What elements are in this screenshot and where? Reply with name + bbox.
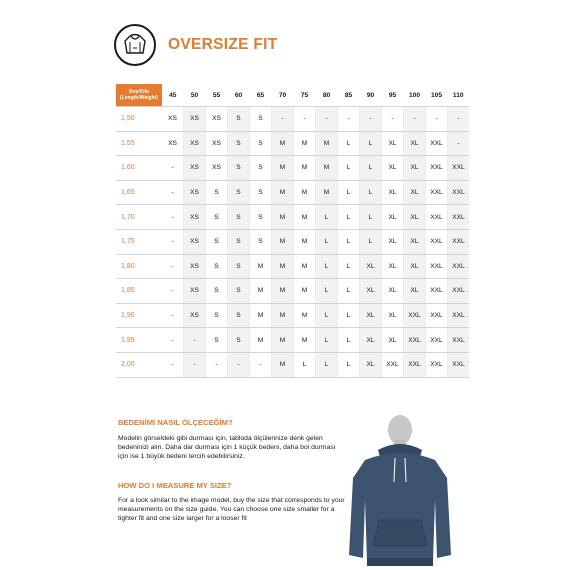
size-cell: -	[448, 107, 470, 132]
size-cell: M	[294, 328, 316, 353]
size-cell: XL	[360, 279, 382, 304]
size-cell: -	[162, 180, 184, 205]
weight-header-65: 65	[250, 84, 272, 107]
size-cell: L	[294, 352, 316, 377]
size-cell: XL	[404, 180, 426, 205]
size-cell: L	[316, 229, 338, 254]
size-cell: -	[162, 303, 184, 328]
size-cell: M	[272, 180, 294, 205]
model-pocket	[373, 520, 427, 546]
size-cell: XS	[184, 303, 206, 328]
size-cell: -	[162, 328, 184, 353]
size-cell: -	[184, 352, 206, 377]
size-cell: L	[360, 205, 382, 230]
size-cell: XXL	[426, 180, 448, 205]
size-cell: -	[426, 107, 448, 132]
hoodie-icon	[114, 24, 156, 66]
table-row	[116, 352, 469, 377]
size-cell: S	[250, 107, 272, 132]
size-cell: -	[228, 352, 250, 377]
weight-header-95: 95	[382, 84, 404, 107]
size-cell: XXL	[426, 156, 448, 181]
measure-text-en: For a look similar to the image model, buy the size that corresponds to your measurements on the size guide. You can choose one size smaller for a tighter fit and one size larger for a looser fit	[118, 497, 345, 523]
size-cell: -	[162, 279, 184, 304]
size-cell: -	[162, 352, 184, 377]
size-cell: M	[272, 303, 294, 328]
size-cell: XS	[184, 254, 206, 279]
weight-header-105: 105	[426, 84, 448, 107]
size-cell: -	[382, 107, 404, 132]
size-cell: S	[228, 254, 250, 279]
size-cell: S	[228, 303, 250, 328]
size-cell: M	[294, 156, 316, 181]
weight-header-80: 80	[316, 84, 338, 107]
size-cell: S	[250, 156, 272, 181]
size-cell: -	[272, 107, 294, 132]
size-cell: -	[338, 107, 360, 132]
weight-header-50: 50	[184, 84, 206, 107]
size-cell: S	[206, 180, 228, 205]
size-cell: M	[250, 303, 272, 328]
length-label: 1,65	[116, 180, 162, 205]
size-cell: XS	[206, 131, 228, 156]
length-label: 1,85	[116, 279, 162, 304]
corner-label-en: (Length/Weight)	[120, 95, 158, 101]
size-cell: M	[272, 229, 294, 254]
table-row	[116, 156, 469, 181]
size-cell: L	[360, 156, 382, 181]
size-cell: L	[338, 205, 360, 230]
length-label: 1,60	[116, 156, 162, 181]
size-cell: L	[338, 229, 360, 254]
size-cell: L	[338, 328, 360, 353]
size-cell: XXL	[448, 352, 470, 377]
size-cell: -	[448, 131, 470, 156]
size-cell: -	[162, 229, 184, 254]
length-label: 1,90	[116, 303, 162, 328]
size-cell: L	[338, 303, 360, 328]
weight-header-110: 110	[448, 84, 470, 107]
length-label: 1,50	[116, 107, 162, 132]
size-cell: M	[250, 279, 272, 304]
size-cell: S	[206, 279, 228, 304]
size-cell: -	[250, 352, 272, 377]
size-cell: XL	[404, 205, 426, 230]
size-cell: M	[316, 156, 338, 181]
size-cell: XXL	[426, 279, 448, 304]
size-cell: M	[294, 229, 316, 254]
size-cell: XL	[360, 303, 382, 328]
size-cell: XL	[360, 254, 382, 279]
size-cell: S	[228, 180, 250, 205]
weight-header-45: 45	[162, 84, 184, 107]
size-cell: XS	[184, 229, 206, 254]
size-cell: L	[316, 254, 338, 279]
size-cell: S	[228, 229, 250, 254]
size-cell: S	[206, 254, 228, 279]
size-cell: XS	[184, 205, 206, 230]
size-cell: M	[316, 180, 338, 205]
size-cell: M	[294, 131, 316, 156]
length-label: 1,70	[116, 205, 162, 230]
size-cell: M	[272, 328, 294, 353]
size-cell: S	[228, 279, 250, 304]
size-cell: M	[272, 352, 294, 377]
size-cell: XL	[382, 229, 404, 254]
size-cell: XL	[382, 131, 404, 156]
size-table	[116, 84, 469, 378]
size-cell: L	[338, 254, 360, 279]
size-cell: XL	[404, 279, 426, 304]
measure-text-tr: Modelin görseldeki gibi durması için, tabloda ölçülerinize denk gelen bedeninizi alın. Daha dar durması için 1 küçük bedeni, daha bol durması için ise 1 büyük bedeni tercih edebilirsiniz.	[118, 435, 336, 461]
size-cell: XL	[382, 303, 404, 328]
size-table-body	[116, 107, 469, 378]
table-row	[116, 180, 469, 205]
size-cell: XXL	[426, 328, 448, 353]
size-cell: XXL	[404, 352, 426, 377]
size-cell: L	[338, 156, 360, 181]
size-cell: -	[184, 328, 206, 353]
size-cell: S	[206, 205, 228, 230]
size-cell: L	[338, 131, 360, 156]
table-row	[116, 131, 469, 156]
size-cell: L	[360, 131, 382, 156]
size-cell: -	[294, 107, 316, 132]
size-cell: M	[272, 131, 294, 156]
measure-heading-tr: BEDENİMİ NASIL ÖLÇECEĞİM?	[118, 418, 233, 427]
size-cell: XXL	[426, 254, 448, 279]
size-cell: S	[250, 131, 272, 156]
size-cell: XXL	[448, 229, 470, 254]
size-cell: XXL	[426, 352, 448, 377]
size-cell: S	[228, 205, 250, 230]
table-row	[116, 279, 469, 304]
length-label: 1,80	[116, 254, 162, 279]
size-cell: S	[228, 328, 250, 353]
size-cell: XXL	[448, 279, 470, 304]
size-cell: M	[294, 180, 316, 205]
size-cell: XXL	[382, 352, 404, 377]
size-cell: XS	[206, 107, 228, 132]
size-cell: XS	[162, 131, 184, 156]
size-cell: M	[250, 254, 272, 279]
table-row	[116, 229, 469, 254]
size-cell: XL	[404, 254, 426, 279]
size-cell: -	[360, 107, 382, 132]
size-cell: L	[316, 279, 338, 304]
size-cell: M	[272, 156, 294, 181]
size-cell: M	[250, 328, 272, 353]
weight-header-55: 55	[206, 84, 228, 107]
size-cell: XXL	[426, 229, 448, 254]
length-weight-header	[116, 84, 162, 107]
size-cell: S	[206, 303, 228, 328]
size-cell: S	[228, 156, 250, 181]
size-cell: S	[250, 180, 272, 205]
size-cell: M	[272, 205, 294, 230]
measure-heading-en: HOW DO I MEASURE MY SIZE?	[118, 481, 232, 490]
table-row	[116, 328, 469, 353]
size-cell: XS	[184, 279, 206, 304]
size-cell: XL	[360, 328, 382, 353]
size-cell: XL	[382, 328, 404, 353]
size-cell: M	[294, 303, 316, 328]
table-row	[116, 107, 469, 132]
size-cell: XXL	[448, 303, 470, 328]
size-cell: XXL	[448, 254, 470, 279]
size-cell: -	[206, 352, 228, 377]
size-cell: M	[272, 279, 294, 304]
size-cell: S	[228, 107, 250, 132]
size-cell: XXL	[448, 328, 470, 353]
size-cell: L	[316, 205, 338, 230]
size-cell: S	[250, 229, 272, 254]
size-cell: M	[272, 254, 294, 279]
size-cell: L	[338, 180, 360, 205]
model-hem	[367, 558, 433, 566]
size-cell: XL	[382, 205, 404, 230]
size-cell: L	[360, 180, 382, 205]
size-cell: XL	[404, 156, 426, 181]
weight-header-70: 70	[272, 84, 294, 107]
size-cell: M	[294, 279, 316, 304]
size-cell: -	[316, 107, 338, 132]
size-cell: S	[206, 328, 228, 353]
weight-header-100: 100	[404, 84, 426, 107]
size-cell: XL	[382, 254, 404, 279]
size-cell: XL	[382, 156, 404, 181]
size-cell: XXL	[448, 156, 470, 181]
size-cell: L	[316, 352, 338, 377]
size-cell: XL	[360, 352, 382, 377]
table-header-row	[116, 84, 469, 107]
size-cell: XXL	[448, 205, 470, 230]
table-row	[116, 254, 469, 279]
size-cell: XXL	[404, 328, 426, 353]
size-cell: XL	[382, 180, 404, 205]
size-cell: L	[360, 229, 382, 254]
size-cell: XS	[184, 156, 206, 181]
size-cell: XS	[206, 156, 228, 181]
size-cell: M	[294, 205, 316, 230]
size-cell: L	[338, 352, 360, 377]
table-row	[116, 205, 469, 230]
size-cell: -	[162, 205, 184, 230]
page-header	[114, 22, 278, 68]
corner-label-tr: Boy/Kilo	[128, 89, 150, 95]
model-image	[345, 400, 455, 568]
size-cell: -	[162, 254, 184, 279]
size-cell: -	[404, 107, 426, 132]
weight-header-90: 90	[360, 84, 382, 107]
length-label: 1,75	[116, 229, 162, 254]
size-cell: XL	[404, 131, 426, 156]
size-cell: XL	[382, 279, 404, 304]
size-cell: XXL	[426, 131, 448, 156]
length-label: 1,95	[116, 328, 162, 353]
size-cell: XS	[184, 180, 206, 205]
size-cell: XXL	[404, 303, 426, 328]
size-cell: XS	[162, 107, 184, 132]
size-cell: L	[338, 279, 360, 304]
page-title: OVERSIZE FIT	[168, 36, 278, 53]
size-cell: XXL	[426, 205, 448, 230]
table-row	[116, 303, 469, 328]
weight-header-60: 60	[228, 84, 250, 107]
length-label: 1,55	[116, 131, 162, 156]
size-cell: XS	[184, 107, 206, 132]
size-cell: XL	[404, 229, 426, 254]
length-label: 2,00	[116, 352, 162, 377]
size-cell: M	[294, 254, 316, 279]
size-cell: -	[162, 156, 184, 181]
size-cell: S	[206, 229, 228, 254]
size-cell: M	[316, 131, 338, 156]
size-cell: L	[316, 328, 338, 353]
size-cell: S	[250, 205, 272, 230]
size-cell: S	[228, 131, 250, 156]
size-cell: XXL	[426, 303, 448, 328]
size-cell: XS	[184, 131, 206, 156]
size-cell: XXL	[448, 180, 470, 205]
size-cell: L	[316, 303, 338, 328]
weight-header-75: 75	[294, 84, 316, 107]
weight-header-85: 85	[338, 84, 360, 107]
